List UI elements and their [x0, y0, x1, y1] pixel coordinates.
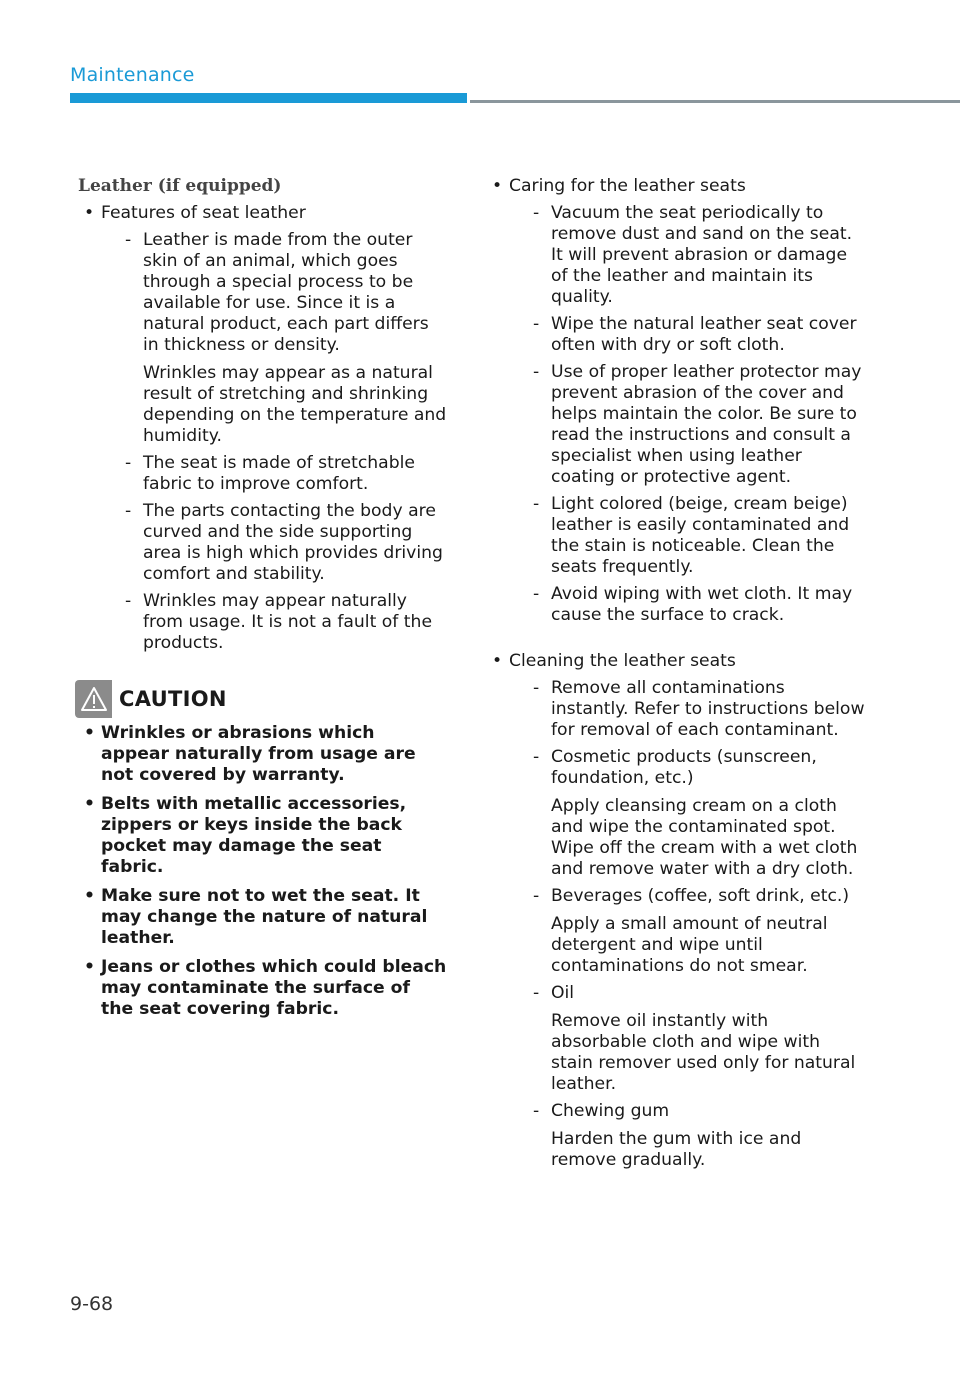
- list-item-extra: Apply a small amount of neutral detergent and wipe until contaminations do not smear.: [551, 914, 828, 976]
- caution-header: [75, 679, 448, 719]
- list-item: [509, 203, 866, 308]
- dash-mark: -: [533, 983, 540, 1003]
- bullet-mark: •: [492, 651, 503, 671]
- bullet-label: Caring for the leather seats: [509, 176, 746, 196]
- list-item-text: Wipe the natural leather seat cover often with dry or soft cloth.: [551, 314, 857, 355]
- list-item: [509, 983, 866, 1095]
- page-number: 9-68: [70, 1293, 114, 1315]
- list-item-text: Beverages (coffee, soft drink, etc.): [551, 886, 850, 906]
- list-item-text: The seat is made of stretchable fabric to improve comfort.: [143, 453, 415, 494]
- list-item-extra: Wrinkles may appear as a natural result of stretching and shrinking depending on the temperature and humidity.: [143, 363, 447, 446]
- list-item-text: Leather is made from the outer skin of an animal, which goes through a special process to be available for use. Since it is a natural product, each part differs in thickness or density.: [143, 230, 429, 355]
- list-item-text: Remove all contaminations instantly. Refer to instructions below for removal of each contaminant.: [551, 678, 865, 740]
- bullet-caring: [486, 176, 866, 626]
- dash-mark: -: [533, 584, 540, 604]
- list-item-text: Avoid wiping with wet cloth. It may cause the surface to crack.: [551, 584, 853, 625]
- left-column: [78, 176, 448, 1028]
- list-item-text: Light colored (beige, cream beige) leather is easily contaminated and the stain is noticeable. Clean the seats frequently.: [551, 494, 850, 577]
- list-item: [509, 886, 866, 977]
- list-item: [101, 230, 448, 447]
- bullet-mark: •: [84, 203, 95, 223]
- caution-item-text: Make sure not to wet the seat. It may change the nature of natural leather.: [101, 886, 428, 948]
- bullet-mark: •: [84, 794, 95, 814]
- dash-mark: -: [533, 314, 540, 334]
- caution-item: [78, 886, 448, 949]
- list-item: [101, 453, 448, 495]
- caution-item: [78, 957, 448, 1020]
- spacer: [486, 632, 866, 651]
- bullet-mark: •: [84, 957, 95, 977]
- caution-box: [78, 679, 448, 1020]
- list-item-text: The parts contacting the body are curved and the side supporting area is high which provides driving comfort and stability.: [143, 501, 443, 584]
- list-item-text: Wrinkles may appear naturally from usage. It is not a fault of the products.: [143, 591, 433, 653]
- header-rule: [470, 100, 960, 103]
- bullet-mark: •: [84, 886, 95, 906]
- list-item-text: Vacuum the seat periodically to remove dust and sand on the seat. It will prevent abrasion or damage of the leather and maintain its quality.: [551, 203, 853, 307]
- list-item: [101, 591, 448, 654]
- bullet-label: Features of seat leather: [101, 203, 306, 223]
- list-item: [509, 747, 866, 880]
- list-item-extra: Harden the gum with ice and remove gradually.: [551, 1129, 802, 1170]
- dash-mark: -: [125, 501, 132, 521]
- header-rule-accent: [70, 93, 467, 103]
- caution-item: [78, 794, 448, 878]
- bullet-cleaning: [486, 651, 866, 1171]
- list-item-extra: Apply cleansing cream on a cloth and wipe the contaminated spot. Wipe off the cream with a wet cloth and remove water with a dry cloth.: [551, 796, 858, 879]
- list-item-text: Cosmetic products (sunscreen, foundation, etc.): [551, 747, 817, 788]
- dash-mark: -: [533, 1101, 540, 1121]
- caution-item-text: Belts with metallic accessories, zippers or keys inside the back pocket may damage the seat fabric.: [101, 794, 407, 877]
- caution-label: CAUTION: [119, 686, 227, 711]
- dash-mark: -: [125, 453, 132, 473]
- dash-mark: -: [533, 362, 540, 382]
- list-item: [509, 584, 866, 626]
- list-item: [509, 678, 866, 741]
- bullet-features: [78, 203, 448, 654]
- dash-mark: -: [533, 678, 540, 698]
- right-column: [486, 176, 866, 1177]
- dash-mark: -: [533, 494, 540, 514]
- list-item: [509, 362, 866, 488]
- list-item: [509, 314, 866, 356]
- bullet-mark: •: [84, 723, 95, 743]
- list-item: [509, 1101, 866, 1171]
- bullet-mark: •: [492, 176, 503, 196]
- dash-mark: -: [125, 591, 132, 611]
- dash-mark: -: [125, 230, 132, 250]
- list-item-text: Use of proper leather protector may prevent abrasion of the cover and helps maintain the color. Be sure to read the instructions and consult a specialist when using leather coating or protective agent.: [551, 362, 862, 487]
- sub-heading: Leather (if equipped): [78, 176, 282, 196]
- caution-item-text: Jeans or clothes which could bleach may contaminate the surface of the seat covering fabric.: [101, 957, 447, 1019]
- list-item: [101, 501, 448, 585]
- bullet-label: Cleaning the leather seats: [509, 651, 736, 671]
- caution-list: [78, 723, 448, 1020]
- list-item: [509, 494, 866, 578]
- list-item-text: Chewing gum: [551, 1101, 670, 1121]
- dash-mark: -: [533, 747, 540, 767]
- dash-mark: -: [533, 203, 540, 223]
- section-title: Maintenance: [70, 64, 195, 86]
- list-item-extra: Remove oil instantly with absorbable cloth and wipe with stain remover used only for natural leather.: [551, 1011, 856, 1094]
- caution-item: [78, 723, 448, 786]
- list-item-text: Oil: [551, 983, 575, 1003]
- dash-mark: -: [533, 886, 540, 906]
- warning-triangle-icon: [75, 680, 112, 718]
- caution-item-text: Wrinkles or abrasions which appear naturally from usage are not covered by warranty.: [101, 723, 416, 785]
